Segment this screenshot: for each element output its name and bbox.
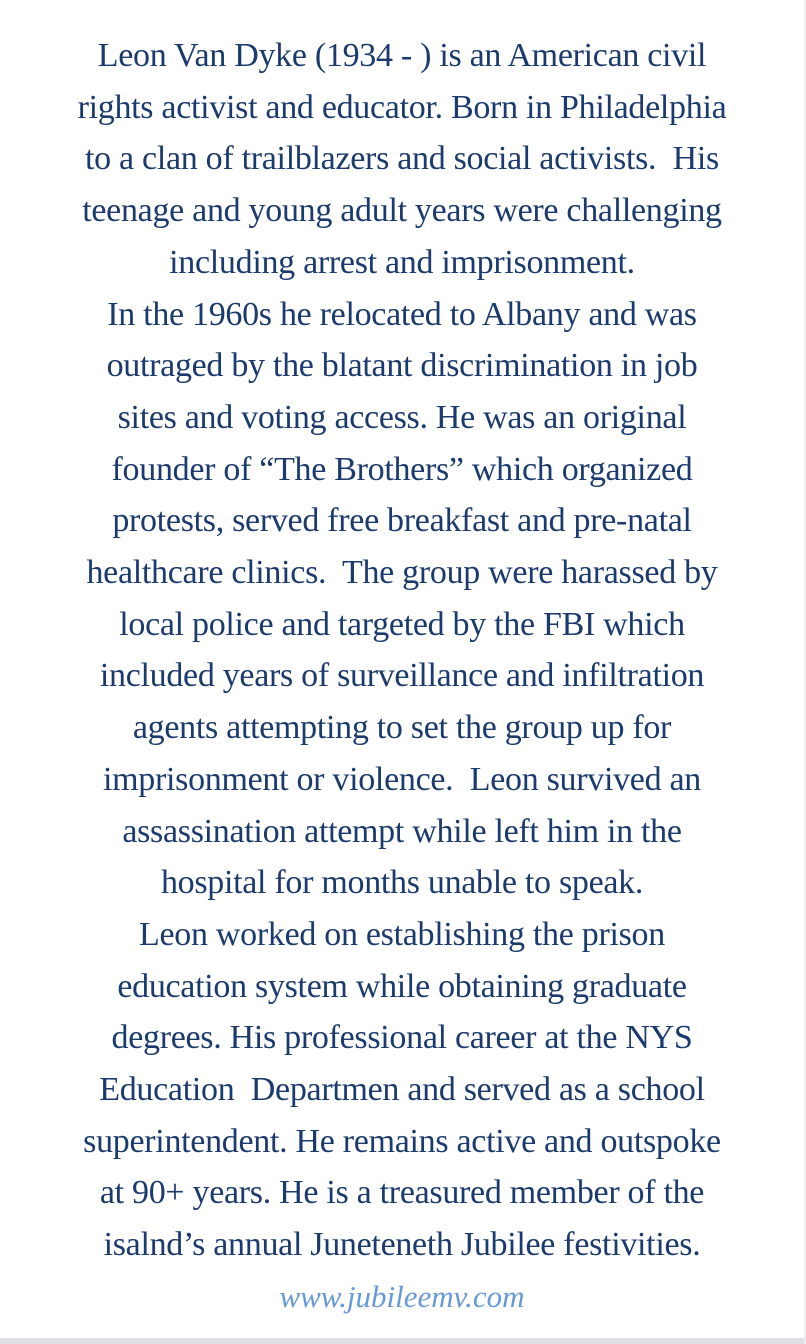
bio-line: outraged by the blatant discrimination in job [106,347,698,385]
bio-line: In the 1960s he relocated to Albany and was [107,295,697,333]
bio-line: degrees. His professional career at the NYS [111,1019,693,1057]
bio-line: at 90+ years. He is a treasured member of the [99,1174,705,1212]
bio-line: hospital for months unable to speak. [160,864,644,902]
bio-line: founder of “The Brothers” which organized [111,450,693,488]
bio-line: education system while obtaining graduate [117,967,687,1005]
bio-line: Leon Van Dyke (1934 - ) is an American civil [97,37,707,74]
bio-line: isalnd’s annual Juneteneth Jubilee festivities. [103,1226,701,1264]
bio-line: including arrest and imprisonment. [169,243,635,281]
bio-line: imprisonment or violence. Leon survived an [102,760,701,798]
bio-line: agents attempting to set the group up for [132,709,672,747]
bio-line: sites and voting access. He was an original [117,398,687,436]
bio-line: included years of surveillance and infiltration [99,657,705,695]
bio-line: protests, served free breakfast and pre-natal [112,502,692,540]
bio-line: teenage and young adult years were challenging [82,192,722,230]
bio-line: rights activist and educator. Born in Philadelphia [77,88,727,126]
bio-line: Leon worked on establishing the prison [139,915,665,953]
bio-line: to a clan of trailblazers and social activists. His [85,140,719,178]
bottom-divider [0,1338,804,1344]
bio-line: Education Departmen and served as a school [99,1071,705,1109]
website-link[interactable]: www.jubileemv.com [279,1278,525,1314]
bio-line: superintendent. He remains active and outspoke [83,1122,721,1160]
bio-line: local police and targeted by the FBI which [119,605,685,643]
bio-line: healthcare clinics. The group were harassed by [86,554,718,592]
bio-line: assassination attempt while left him in the [122,812,682,850]
